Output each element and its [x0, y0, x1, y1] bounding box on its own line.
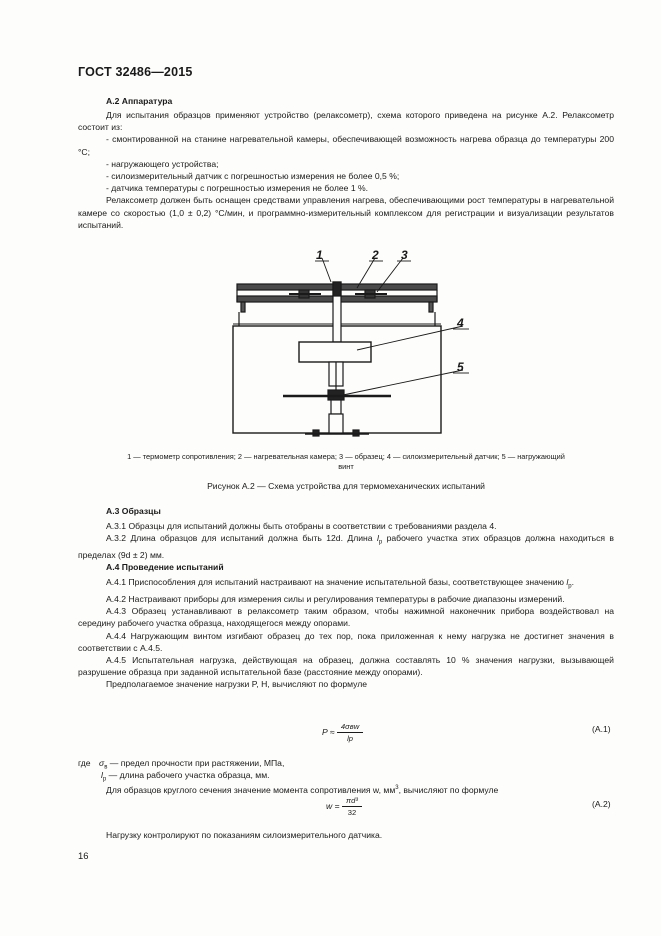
definition-text: — длина рабочего участка образца, мм. [106, 770, 270, 780]
figure-caption [78, 452, 614, 472]
paragraph: А.4.3 Образец устанавливают в релаксометр таким образом, чтобы нажимной наконечник прибора воздействовал на середину рабочего участка образца, находящегося между опорами. [78, 606, 614, 629]
formula-lhs: w [326, 800, 333, 811]
formula-denominator: 32 [347, 808, 357, 817]
equation-number-a1: (А.1) [592, 724, 611, 734]
figure-caption-line: 1 — термометр сопротивления; 2 — нагревательная камера; 3 — образец; 4 — силоизмерительный датчик; 5 — нагружающий [127, 452, 565, 461]
formula-a1 [322, 722, 363, 743]
section-heading-a3: А.3 Образцы [106, 506, 161, 516]
section-a3-body [78, 520, 614, 561]
formula-fraction [337, 722, 363, 743]
symbol: l [101, 770, 103, 780]
formula-a2 [326, 796, 362, 817]
text-run: . [571, 577, 575, 587]
formula-denominator: lр [347, 734, 354, 743]
paragraph: А.4.4 Нагружающим винтом изгибают образец до тех пор, пока приложенная к нему нагрузка не достигнет значения в соответствии с А.4.5. [78, 630, 614, 653]
formula-numerator: 4σвw [337, 722, 363, 733]
symbol: l [566, 577, 569, 587]
paragraph: Для испытания образцов применяют устройство (релаксометр), схема которого приведена на рисунке А.2. Релаксометр состоит из: [78, 110, 614, 133]
where-label: где [78, 758, 91, 768]
paragraph [78, 576, 614, 593]
paragraph: А.3.1 Образцы для испытаний должны быть отобраны в соответствии с требованиями раздела 4. [106, 521, 497, 531]
formula-numerator: πd³ [342, 796, 362, 807]
figure-label-5: 5 [457, 360, 464, 374]
formula-relation: = [334, 800, 340, 811]
text-run: А.3.2 Длина образцов для испытаний должна быть 12d. Длина [106, 533, 377, 544]
figure-label-4: 4 [457, 316, 464, 330]
symbol: σ [99, 758, 105, 768]
text-run: , вычисляют по формуле [398, 784, 499, 795]
list-item: - смонтированной на станине нагревательной камеры, обеспечивающей возможность нагрева образца до температуры 200 °С; [78, 134, 614, 157]
formula-fraction [342, 796, 362, 817]
figure-title: Рисунок А.2 — Схема устройства для термомеханических испытаний [207, 481, 485, 491]
paragraph: Нагрузку контролируют по показаниям силоизмерительного датчика. [106, 830, 383, 840]
figure-caption-line: винт [338, 462, 354, 471]
text-run: Для образцов круглого сечения значение момента сопротивления w, мм [106, 784, 396, 795]
list-item: - датчика температуры с погрешностью измерения не более 1 %. [106, 183, 369, 194]
text-run: рабочего участка этих образцов должна находиться в пределах (9d ± 2) мм. [78, 533, 614, 561]
section-heading-a4: А.4 Проведение испытаний [106, 562, 224, 572]
text-run: А.4.1 Приспособления для испытаний настраивают на значение испытательной базы, соответствующее значению [106, 577, 567, 587]
symbol-subscript: р [378, 539, 383, 546]
figure-label-2: 2 [372, 248, 379, 262]
list-item: - нагружающего устройства; [106, 158, 219, 169]
paragraph: А.4.5 Испытательная нагрузка, действующая на образец, должна составлять 10 % значения нагрузки, вызывающей разрушение образца при заданной испытательной базе (расстояние между опорами). [78, 654, 614, 678]
load-sensor [299, 342, 371, 362]
superscript: 3 [395, 785, 399, 791]
figure-label-3: 3 [401, 248, 408, 262]
section-a4-body [78, 576, 614, 691]
paragraph [106, 782, 498, 796]
section-heading-a2: А.2 Аппаратура [106, 96, 173, 106]
paragraph: Релаксометр должен быть оснащен средствами управления нагрева, обеспечивающими рост температуры в нагревательной камере со скоростью (1,0 ± 0,2) °С/мин, и программно-измерительный комплексом для регистрации и визуализации результатов испытаний. [78, 195, 614, 230]
list-item: - силоизмерительный датчик с погрешностью измерения не более 0,5 %; [106, 171, 400, 182]
document-header: ГОСТ 32486—2015 [78, 65, 193, 79]
section-a2-body [78, 109, 614, 231]
page-number: 16 [78, 850, 89, 861]
equation-number-a2: (А.2) [592, 799, 611, 809]
symbol-subscript: р [568, 583, 572, 590]
symbol-subscript: в [104, 764, 108, 771]
formula-relation: ≈ [329, 726, 335, 737]
figure-label-1: 1 [316, 248, 323, 262]
paragraph: Предполагаемое значение нагрузки P, Н, вычисляют по формуле [106, 679, 368, 690]
symbol-subscript: р [102, 776, 107, 783]
formula-lhs: P [322, 726, 328, 737]
definition-text: — предел прочности при растяжении, МПа, [107, 758, 285, 768]
paragraph [78, 532, 614, 561]
symbol: l [376, 533, 379, 544]
paragraph: А.4.2 Настраивают приборы для измерения силы и регулирования температуры в рабочие диапазоны измерений. [106, 593, 565, 604]
relaxometer-diagram [225, 246, 470, 446]
